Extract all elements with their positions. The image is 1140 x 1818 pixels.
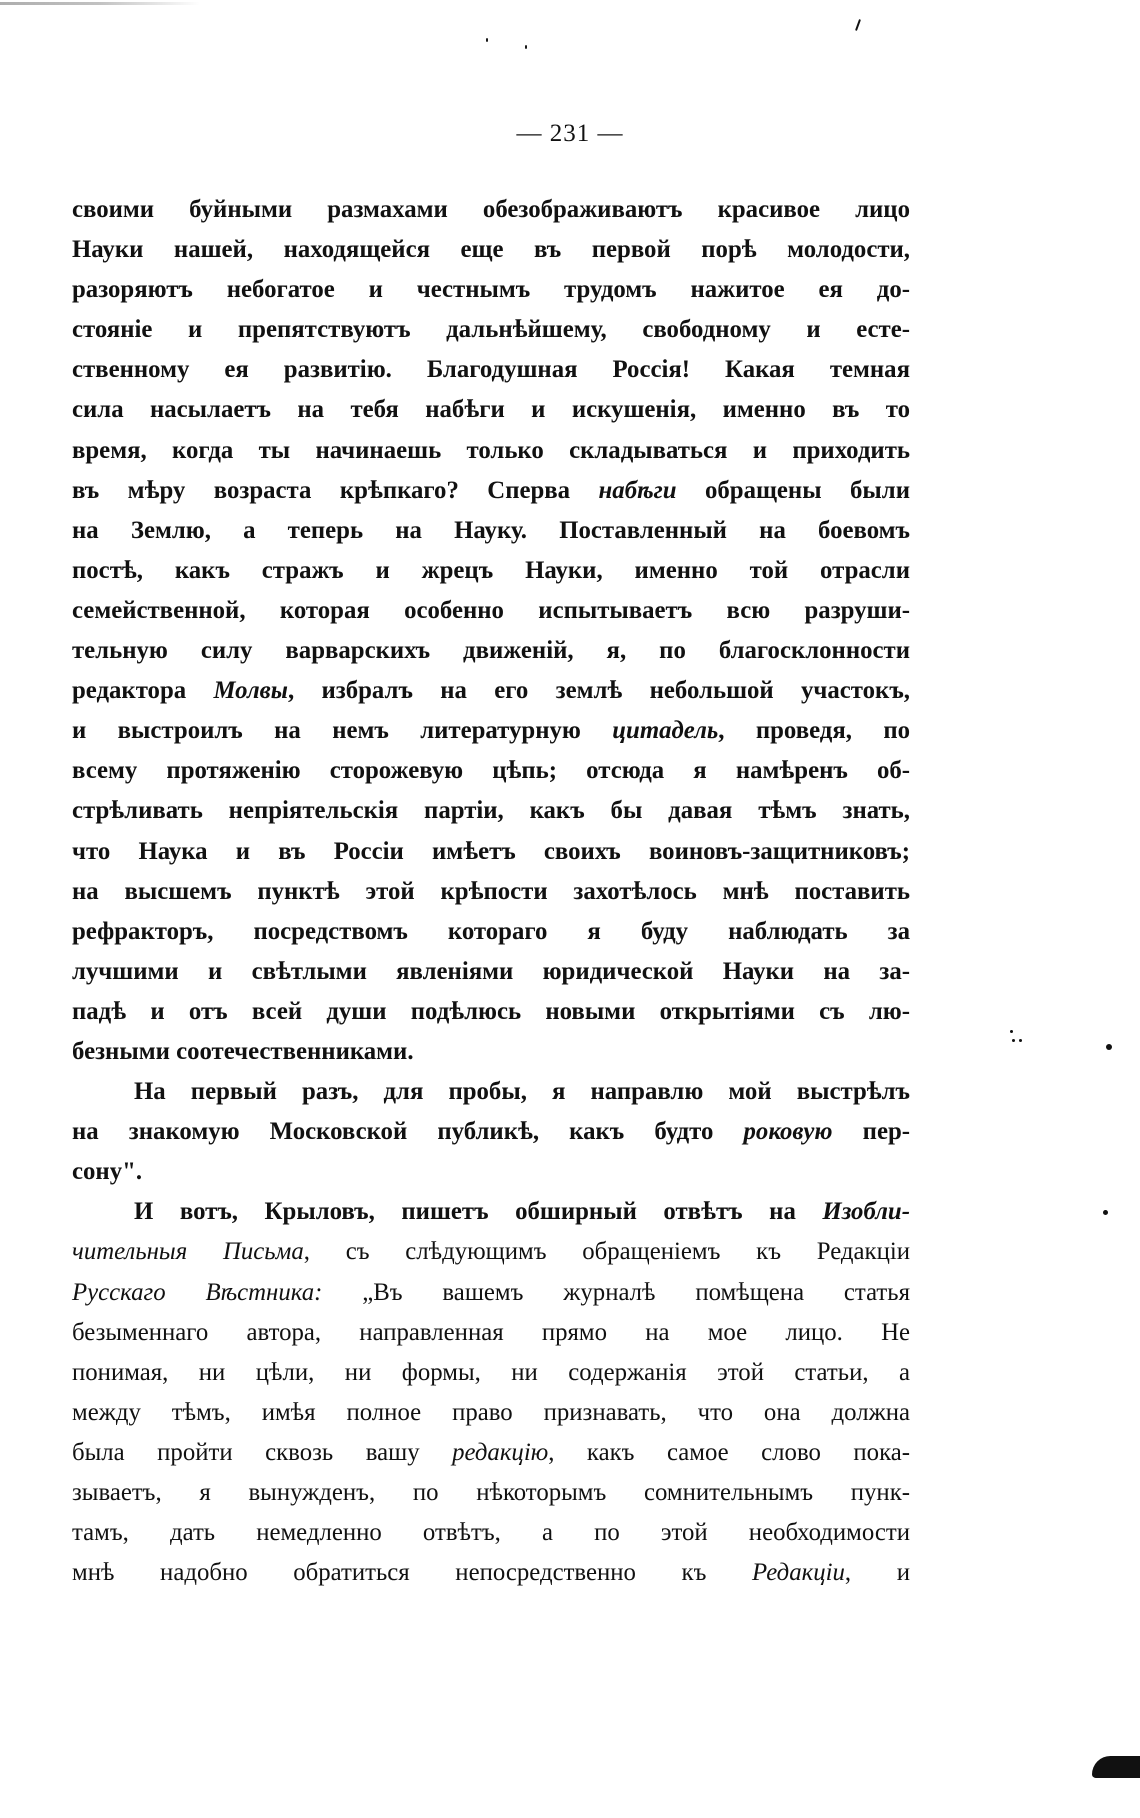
text-line (72, 711, 910, 751)
text-line (72, 1232, 910, 1272)
text-line (72, 1192, 910, 1232)
text-line: понимая, ни цѣли, ни формы, ни содержанія этой статьи, а (72, 1358, 910, 1386)
text-segment: И вотъ, Крыловъ, пишетъ обширный отвѣтъ на (134, 1198, 823, 1226)
text-line: сону". (72, 1158, 143, 1186)
text-line (72, 1433, 910, 1473)
scan-speck (1010, 1030, 1013, 1033)
scan-speck (1106, 1044, 1112, 1050)
italic-term: набѣги (598, 476, 677, 504)
text-line (72, 1112, 910, 1152)
scan-speck (525, 45, 527, 49)
text-segment: мнѣ надобно обратиться непосредственно къ (72, 1559, 753, 1587)
text-line: стрѣливать непріятельскія партіи, какъ бы давая тѣмъ знать, (72, 797, 910, 825)
text-line: безными соотечественниками. (72, 1037, 414, 1065)
text-line: тамъ, дать немедленно отвѣтъ, а по этой необходимости (72, 1519, 910, 1547)
italic-term: цитадель (612, 717, 719, 745)
text-line: стояніе и препятствуютъ дальнѣйшему, свободному и есте- (72, 316, 910, 344)
text-line: рефракторъ, посредствомъ котораго я буду наблюдать за (72, 917, 910, 945)
text-segment: въ мѣру возраста крѣпкаго? Сперва (72, 476, 599, 504)
text-line: что Наука и въ Россіи имѣетъ своихъ воиновъ-защитниковъ; (72, 837, 910, 865)
text-line: падѣ и отъ всей души подѣлюсь новыми открытіями съ лю- (72, 997, 910, 1025)
italic-term: Молвы (213, 677, 288, 705)
scan-speck (1019, 1039, 1022, 1042)
text-segment: , проведя, по (718, 717, 911, 745)
text-segment: пер- (832, 1118, 910, 1146)
scan-edge-mark (0, 2, 200, 5)
italic-term: роковую (743, 1118, 833, 1146)
text-line: тельную силу варварскихъ движеній, я, по благосклонности (72, 637, 910, 665)
text-line (72, 671, 910, 711)
text-line (72, 1553, 910, 1593)
text-line: всему протяженію сторожевую цѣпь; отсюда я намѣренъ об- (72, 757, 910, 785)
text-segment: , съ слѣдующимъ обращеніемъ къ Редакціи (303, 1238, 910, 1266)
text-line: безыменнаго автора, направленная прямо на мое лицо. Не (72, 1318, 910, 1346)
body-text (72, 190, 910, 1593)
text-line: Науки нашей, находящейся еще въ первой порѣ молодости, (72, 236, 910, 264)
text-line: своими буйными размахами обезображиваютъ красивое лицо (72, 196, 910, 223)
text-line: На первый разъ, для пробы, я направлю мой выстрѣлъ (134, 1078, 910, 1106)
scan-speck (486, 38, 488, 42)
scan-speck (1103, 1210, 1108, 1215)
text-line: на Землю, а теперь на Науку. Поставленный на боевомъ (72, 516, 910, 544)
scan-speck (855, 19, 861, 31)
page-number: — 231 — (516, 120, 624, 147)
scan-blob (1092, 1756, 1140, 1778)
text-line: ственному ея развитію. Благодушная Россія! Какая темная (72, 356, 910, 384)
text-line (72, 471, 910, 511)
text-line: разоряютъ небогатое и честнымъ трудомъ нажитое ея до- (72, 276, 910, 304)
text-line (72, 1273, 910, 1313)
text-segment: на знакомую Московской публикѣ, какъ будто (72, 1118, 744, 1146)
italic-term: Редакціи (752, 1559, 845, 1587)
text-segment: обращены были (676, 476, 910, 504)
text-segment: „Въ вашемъ журналѣ помѣщена статья (322, 1278, 910, 1306)
text-segment: , и (844, 1559, 910, 1587)
italic-term: Русскаго Вѣстника: (72, 1278, 323, 1306)
text-line: зываетъ, я вынужденъ, по нѣкоторымъ сомнительнымъ пунк- (72, 1479, 910, 1506)
italic-term: Изобли- (822, 1198, 910, 1226)
text-line: постѣ, какъ стражъ и жрецъ Науки, именно той отрасли (72, 556, 910, 584)
text-line: сила насылаетъ на тебя набѣги и искушенія, именно въ то (72, 396, 910, 424)
text-line: семейственной, которая особенно испытываетъ всю разруши- (72, 596, 910, 624)
text-segment: и выстроилъ на немъ литературную (72, 717, 613, 745)
italic-term: чительныя Письма (72, 1238, 304, 1266)
text-segment: редактора (72, 677, 214, 705)
text-segment: была пройти сквозь вашу (72, 1438, 453, 1466)
text-segment: , избралъ на его землѣ небольшой участокъ, (287, 677, 910, 705)
text-line: между тѣмъ, имѣя полное право признавать, что она должна (72, 1398, 910, 1426)
text-line: на высшемъ пунктѣ этой крѣпости захотѣлось мнѣ поставить (72, 877, 910, 905)
text-line: время, когда ты начинаешь только складываться и приходить (72, 436, 910, 464)
italic-term: редакцію (452, 1438, 549, 1466)
scan-speck (1012, 1039, 1015, 1042)
text-line: лучшими и свѣтлыми явленіями юридической Науки на за- (72, 957, 910, 985)
text-segment: , какъ самое слово пока- (548, 1438, 910, 1466)
